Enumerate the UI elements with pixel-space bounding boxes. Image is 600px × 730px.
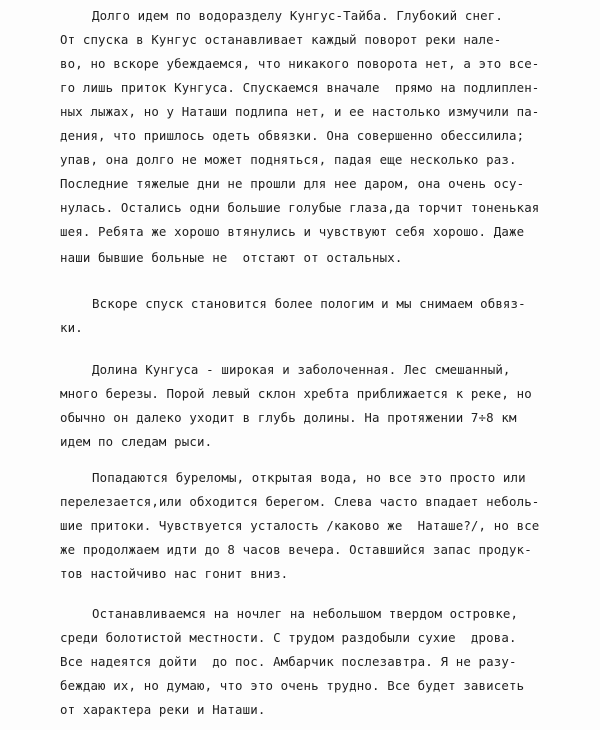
text-line: во, но вскоре убеждаемся, что никакого поворота нет, а это все- <box>60 56 540 71</box>
text-line: Вскоре спуск становится более пологим и мы снимаем обвяз- <box>92 296 526 311</box>
text-line: много березы. Порой левый склон хребта приближается к реке, но <box>60 386 532 401</box>
text-line: беждаю их, но думаю, что это очень трудно. Все будет зависеть <box>60 678 525 693</box>
text-line: Останавливаемся на ночлег на небольшом твердом островке, <box>92 606 519 621</box>
text-line: перелезается,или обходится берегом. Слева часто впадает неболь- <box>60 494 540 509</box>
text-line: упав, она долго не может подняться, падая еще несколько раз. <box>60 152 517 167</box>
text-line: Попадаются буреломы, открытая вода, но все это просто или <box>92 470 526 485</box>
text-line: шея. Ребята же хорошо втянулись и чувствуют себя хорошо. Даже <box>60 224 525 239</box>
text-line: шие притоки. Чувствуется усталость /каково же Наташе?/, но все <box>60 518 540 533</box>
text-line: наши бывшие больные не отстают от остальных. <box>60 250 403 265</box>
text-line: от характера реки и Наташи. <box>60 702 266 717</box>
text-line: дения, что пришлось одеть обвязки. Она совершенно обессилила; <box>60 128 525 143</box>
text-line: идем по следам рыси. <box>60 434 213 449</box>
text-line: нулась. Остались одни большие голубые глаза,да торчит тоненькая <box>60 200 540 215</box>
text-line: ки. <box>60 320 83 335</box>
text-line: го лишь приток Кунгуса. Спускаемся вначале прямо на подлиплен- <box>60 80 540 95</box>
text-line: Долина Кунгуса - широкая и заболоченная. Лес смешанный, <box>92 362 511 377</box>
text-line: Долго идем по водоразделу Кунгус-Тайба. Глубокий снег. <box>92 8 503 23</box>
text-line: обычно он далеко уходит в глубь долины. На протяжении 7÷8 км <box>60 410 517 425</box>
text-line: же продолжаем идти до 8 часов вечера. Оставшийся запас продук- <box>60 542 532 557</box>
text-line: ных лыжах, но у Наташи подлипа нет, и ее настолько измучили па- <box>60 104 540 119</box>
text-line: Все надеятся дойти до пос. Амбарчик послезавтра. Я не разу- <box>60 654 517 669</box>
text-line: От спуска в Кунгус останавливает каждый поворот реки нале- <box>60 32 502 47</box>
text-line: Последние тяжелые дни не прошли для нее даром, она очень осу- <box>60 176 525 191</box>
text-line: тов настойчиво нас гонит вниз. <box>60 566 289 581</box>
text-line: среди болотистой местности. С трудом раздобыли сухие дрова. <box>60 630 517 645</box>
